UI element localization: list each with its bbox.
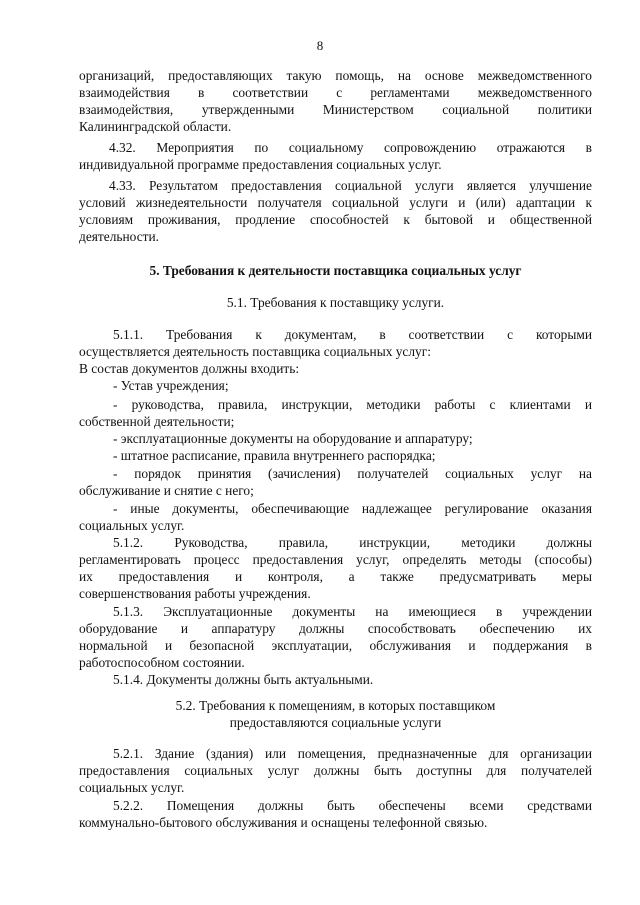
text-line: 5.2.2. Помещения должны быть обеспечены всеми средствами — [113, 798, 592, 813]
text-line: осуществляется деятельность поставщика социальных услуг: — [79, 344, 431, 359]
text-line: 5.2. Требования к помещениям, в которых поставщиком — [175, 698, 496, 713]
text-line: - руководства, правила, инструкции, методики работы с клиентами и — [113, 397, 592, 412]
text-line: 5.2.1. Здание (здания) или помещения, предназначенные для организации — [113, 746, 592, 761]
text-line: обслуживание и снятие с него; — [79, 483, 254, 498]
text-line: - штатное расписание, правила внутреннего распорядка; — [113, 448, 436, 463]
text-line: индивидуальной программе предоставления социальных услуг. — [79, 157, 442, 172]
text-line: В состав документов должны входить: — [79, 361, 300, 376]
page-number: 8 — [316, 38, 324, 53]
text-line: коммунально-бытового обслуживания и оснащены телефонной связью. — [79, 815, 488, 830]
text-line: - эксплуатационные документы на оборудование и аппаратуру; — [113, 431, 473, 446]
text-line: условиям проживания, продление способностей к бытовой и общественной — [79, 212, 592, 227]
section-heading: 5. Требования к деятельности поставщика социальных услуг — [149, 263, 522, 278]
text-line: взаимодействия в соответствии с регламентами межведомственного — [79, 85, 592, 100]
text-line: взаимодействия, утвержденными Министерством социальной политики — [79, 102, 592, 117]
text-line: 5.1. Требования к поставщику услуги. — [226, 295, 445, 310]
text-line: нормальной и безопасной эксплуатации, обслуживания и поддержания в — [79, 638, 592, 653]
text-line: работоспособном состоянии. — [79, 655, 245, 670]
text-line: - иные документы, обеспечивающие надлежащее регулирование оказания — [113, 501, 592, 516]
text-line: условий жизнедеятельности получателя социальной услуги и (или) адаптации к — [79, 195, 592, 210]
text-line: организаций, предоставляющих такую помощь, на основе межведомственного — [79, 68, 592, 83]
text-line: предоставляются социальные услуги — [229, 715, 442, 730]
text-line: регламентировать процесс предоставления услуг, определять методы (способы) — [79, 552, 592, 567]
text-line: 4.32. Мероприятия по социальному сопровождению отражаются в — [109, 140, 592, 155]
text-line: совершенствования работы учреждения. — [79, 586, 311, 601]
text-line: социальных услуг. — [79, 780, 185, 795]
text-line: оборудование и аппаратуру должны способствовать обеспечению их — [79, 621, 592, 636]
text-line: 5.1.1. Требования к документам, в соответствии с которыми — [113, 327, 592, 342]
text-line: - порядок принятия (зачисления) получателей социальных услуг на — [113, 466, 592, 481]
text-line: 5.1.4. Документы должны быть актуальными. — [113, 672, 374, 687]
text-line: 4.33. Результатом предоставления социальной услуги является улучшение — [109, 178, 592, 193]
text-line: деятельности. — [79, 229, 160, 244]
text-line: социальных услуг. — [79, 518, 185, 533]
text-line: предоставления социальных услуг должны быть доступны для получателей — [79, 763, 592, 778]
text-line: 5.1.3. Эксплуатационные документы на имеющиеся в учреждении — [113, 604, 592, 619]
text-line: их предоставления и контроля, а также предусматривать меры — [79, 569, 592, 584]
text-line: 5.1.2. Руководства, правила, инструкции, методики должны — [113, 535, 592, 550]
text-line: собственной деятельности; — [79, 414, 235, 429]
text-line: Калининградской области. — [79, 119, 232, 134]
text-line: - Устав учреждения; — [113, 378, 229, 393]
